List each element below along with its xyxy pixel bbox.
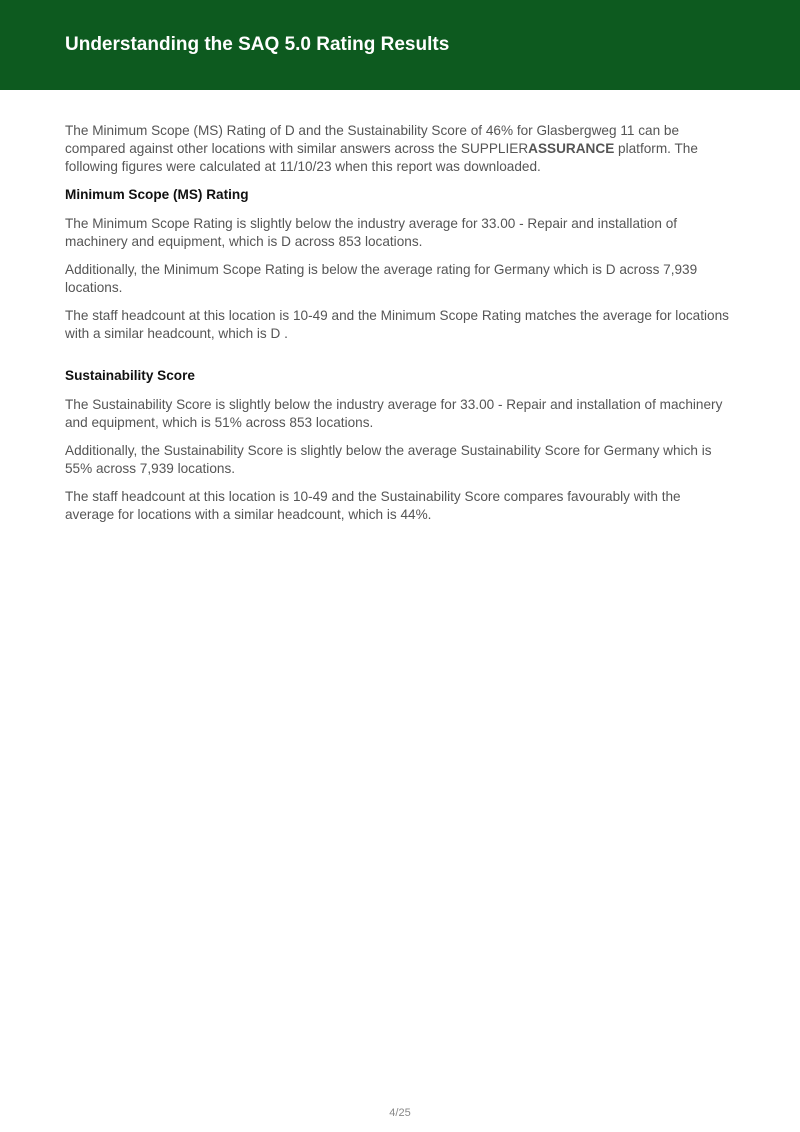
- page-title: Understanding the SAQ 5.0 Rating Results: [65, 34, 450, 55]
- ss-headcount-paragraph: The staff headcount at this location is 10-49 and the Sustainability Score compares favourably with the average for locations with a similar headcount, which is 44%.: [65, 489, 681, 522]
- ms-country-paragraph: Additionally, the Minimum Scope Rating is below the average rating for Germany which is D across 7,939 locations.: [65, 262, 698, 295]
- header-bar: [0, 0, 800, 90]
- sustainability-score-heading: Sustainability Score: [65, 368, 195, 383]
- intro-text-end: platform. The following figures were calculated at 11/10/23 when this report was downloaded.: [65, 141, 698, 174]
- intro-brand-bold: ASSURANCE: [528, 141, 615, 156]
- ms-headcount-paragraph: The staff headcount at this location is 10-49 and the Minimum Scope Rating matches the average for locations with a similar headcount, which is D .: [65, 308, 729, 341]
- ss-industry-paragraph: The Sustainability Score is slightly below the industry average for 33.00 - Repair and installation of machinery and equipment, which is 51% across 853 locations.: [65, 397, 723, 430]
- intro-text-start: The Minimum Scope (MS) Rating of D and the Sustainability Score of 46% for Glasbergweg 11 can be compared against other locations with similar answers across the SUPPLIER: [65, 123, 680, 156]
- report-content: [65, 122, 730, 534]
- intro-paragraph: [65, 122, 730, 176]
- ms-industry-paragraph: The Minimum Scope Rating is slightly below the industry average for 33.00 - Repair and installation of machinery and equipment, which is D across 853 locations.: [65, 216, 678, 249]
- page-number: 4/25: [389, 1107, 411, 1119]
- ms-rating-heading: Minimum Scope (MS) Rating: [65, 187, 249, 202]
- ss-country-paragraph: Additionally, the Sustainability Score is slightly below the average Sustainability Score for Germany which is 55% across 7,939 locations.: [65, 443, 712, 476]
